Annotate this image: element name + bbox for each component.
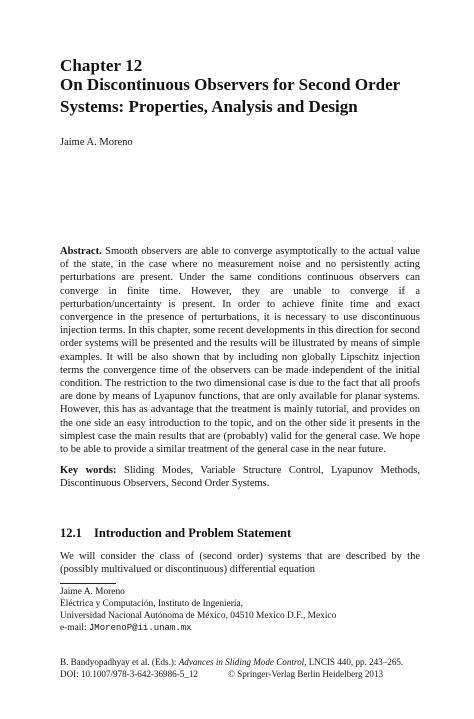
keywords-label: Key words: (60, 465, 117, 476)
footnote-divider (60, 583, 116, 584)
footnote-affiliation-1: Eléctrica y Computación, Instituto de Ingeniería, (60, 599, 244, 609)
author-name: Jaime A. Moreno (60, 137, 133, 148)
chapter-number: Chapter 12 (60, 56, 143, 75)
abstract-label: Abstract. (60, 246, 102, 257)
copyright: © Springer-Verlag Berlin Heidelberg 2013 (228, 669, 384, 679)
footnote-email-line (60, 622, 420, 634)
keywords-text: Sliding Modes, Variable Structure Control, Lyapunov Methods, Discontinuous Observers, Second Order Systems. (60, 465, 420, 490)
footnote-name: Jaime A. Moreno (60, 587, 125, 597)
series-info: , LNCIS 440, pp. 243–265. (304, 657, 404, 667)
email-link[interactable]: JMorenoP@ii.unam.mx (88, 623, 192, 633)
book-title: Advances in Sliding Mode Control (178, 657, 305, 667)
doi-link[interactable]: DOI: 10.1007/978-3-642-36986-5_12 (60, 669, 198, 679)
source-info (60, 656, 420, 680)
doi-line (60, 668, 420, 680)
footnote-affiliation-2: Universidad Nacional Autónoma de México, 04510 Mexico D.F., Mexico (60, 611, 337, 621)
editors: B. Bandyopadhyay et al. (Eds.): (60, 657, 177, 667)
abstract (60, 245, 420, 456)
section-heading (60, 526, 291, 541)
section-number: 12.1 (60, 526, 82, 540)
email-label: e-mail: (60, 623, 87, 633)
author-footnote (60, 586, 420, 634)
section-title: Introduction and Problem Statement (94, 526, 292, 540)
keywords (60, 464, 420, 490)
chapter-title: On Discontinuous Observers for Second Order Systems: Properties, Analysis and Design (60, 75, 400, 116)
abstract-text: Smooth observers are able to converge asymptotically to the actual value of the state, in the case where no measurement noise and no persistently acting perturbations are present. Under the same conditions continuous observers can converge in finite time. However, they are unable to converge if a perturbation/uncertainty is present. In order to achieve finite time and exact convergence in the presence of perturbations, it is necessary to use discontinuous injection terms. In this chapter, some recent developments in this direction for second order systems will be presented and the results will be illustrated by means of simple examples. It will be also shown that by including non globally Lipschitz injection terms the convergence time of the observers can be made independent of the initial condition. The restriction to the two dimensional case is due to the fact that all proofs are done by means of Lyapunov functions, that are only available for planar systems. However, this has as advantage that the treatment is mainly tutorial, and provides on the one side an easy introduction to the topic, and on the other side it presents in the simplest case the main results that are (probably) valid for the general case. We hope to be able to provide a similar treatment of the general case in the near future. (60, 246, 421, 456)
citation-line (60, 656, 420, 668)
intro-paragraph: We will consider the class of (second order) systems that are described by the (possibly multivalued or discontinuous) differential equation (60, 551, 420, 576)
